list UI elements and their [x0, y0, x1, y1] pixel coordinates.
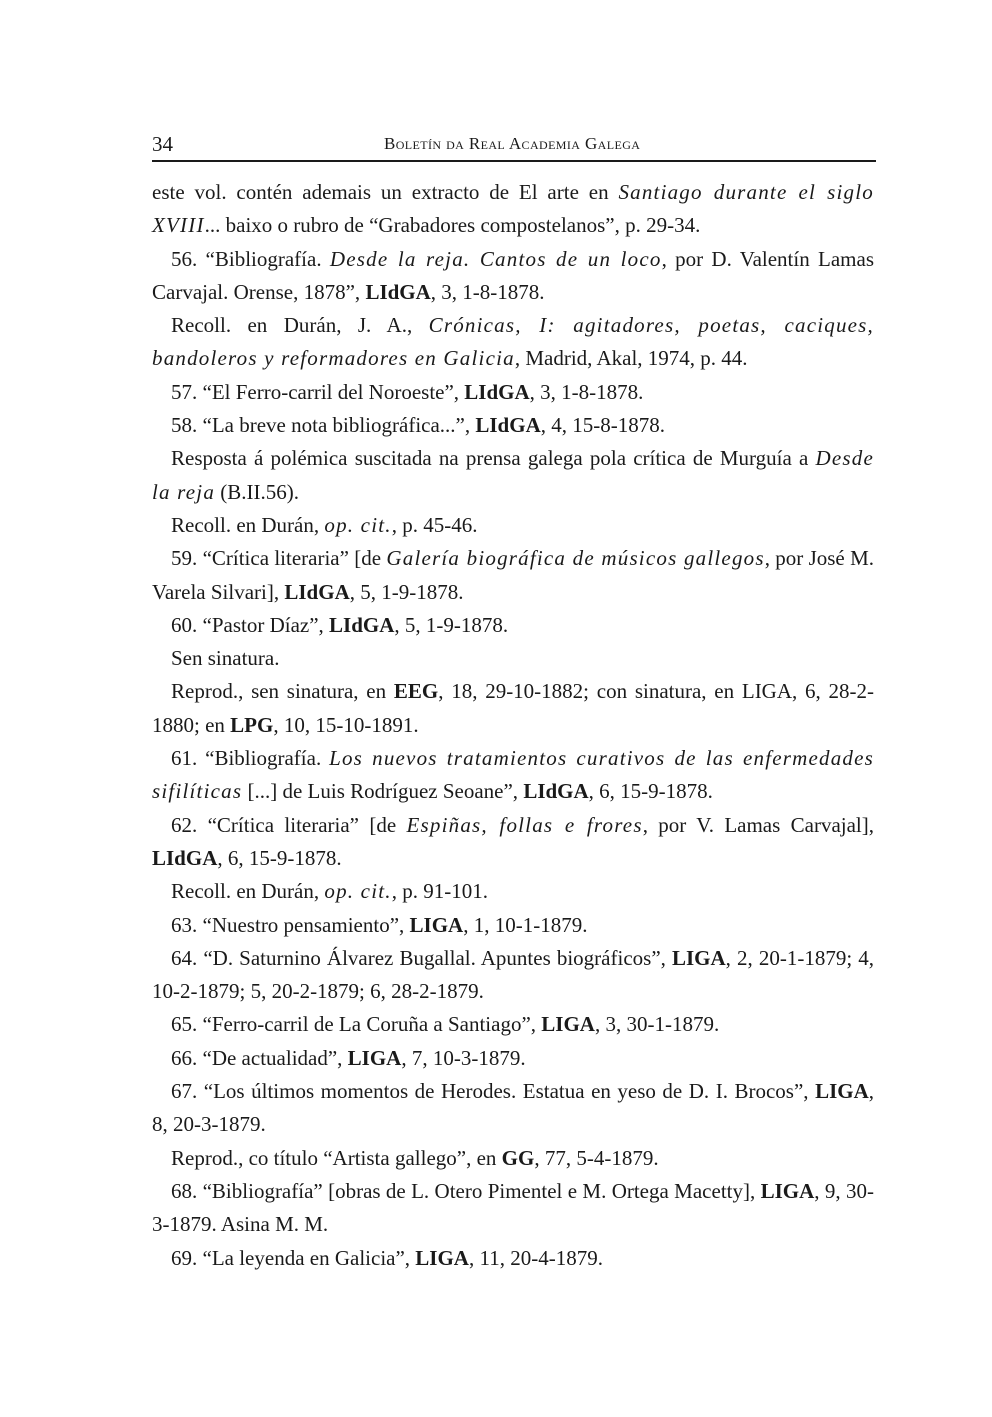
page-number: 34 [152, 132, 173, 156]
bibliography-entry: 59. “Crítica literaria” [de Galería biográfica de músicos gallegos, por José M. Varela Silvari], LIdGA, 5, 1-9-1878. [152, 546, 874, 604]
bibliography-entry: 69. “La leyenda en Galicia”, LIGA, 11, 20-4-1879. [171, 1245, 603, 1270]
bibliography-entry: 65. “Ferro-carril de La Coruña a Santiago”, LIGA, 3, 30-1-1879. [171, 1012, 720, 1037]
note: Recoll. en Durán, J. A., Crónicas, I: agitadores, poetas, caciques, bandoleros y reformadores en Galicia, Madrid, Akal, 1974, p. 44. [152, 313, 875, 371]
bibliography-entry: 58. “La breve nota bibliográfica...”, LIdGA, 4, 15-8-1878. [171, 413, 665, 438]
bibliography-entry: 63. “Nuestro pensamiento”, LIGA, 1, 10-1-1879. [171, 912, 588, 937]
bibliography-entry: 68. “Bibliografía” [obras de L. Otero Pimentel e M. Ortega Macetty], LIGA, 9, 30-3-1879. Asina M. M. [152, 1178, 874, 1237]
note: Recoll. en Durán, op. cit., p. 45-46. [171, 512, 478, 537]
body-text [152, 176, 874, 1275]
bibliography-entry: 56. “Bibliografía. Desde la reja. Cantos de un loco, por D. Valentín Lamas Carvajal. Orense, 1878”, LIdGA, 3, 1-8-1878. [152, 246, 874, 304]
bibliography-entry: 66. “De actualidad”, LIGA, 7, 10-3-1879. [171, 1045, 526, 1070]
bibliography-entry: 61. “Bibliografía. Los nuevos tratamientos curativos de las enfermedades sifilíticas [...] de Luis Rodríguez Seoane”, LIdGA, 6, 15-9-1878. [152, 746, 875, 804]
bibliography-entry: 67. “Los últimos momentos de Herodes. Estatua en yeso de D. I. Brocos”, LIGA, 8, 20-3-1879. [152, 1079, 874, 1137]
bibliography-entry: 64. “D. Saturnino Álvarez Bugallal. Apuntes biográficos”, LIGA, 2, 20-1-1879; 4, 10-2-1879; 5, 20-2-1879; 6, 28-2-1879. [152, 945, 874, 1004]
note: Sen sinatura. [171, 646, 280, 671]
bibliography-entry: 62. “Crítica literaria” [de Espiñas, follas e frores, por V. Lamas Carvajal], LIdGA, 6, 15-9-1878. [152, 812, 875, 870]
note: Recoll. en Durán, op. cit., p. 91-101. [171, 879, 488, 904]
note: Reprod., co título “Artista gallego”, en GG, 77, 5-4-1879. [171, 1145, 659, 1170]
paragraph: este vol. contén ademais un extracto de El arte en Santiago durante el siglo XVIII... baixo o rubro de “Grabadores compostelanos”, p. 29-34. [152, 180, 874, 238]
running-title: Boletín da Real Academia Galega [384, 134, 641, 153]
note: Reprod., sen sinatura, en EEG, 18, 29-10-1882; con sinatura, en LIGA, 6, 28-2-1880; en LPG, 10, 15-10-1891. [152, 679, 874, 737]
bibliography-entry: 57. “El Ferro-carril del Noroeste”, LIdGA, 3, 1-8-1878. [171, 379, 644, 404]
bibliography-entry: 60. “Pastor Díaz”, LIdGA, 5, 1-9-1878. [171, 612, 509, 637]
page-header [152, 128, 876, 162]
note: Resposta á polémica suscitada na prensa galega pola crítica de Murguía a Desde la reja (B.II.56). [152, 446, 874, 504]
